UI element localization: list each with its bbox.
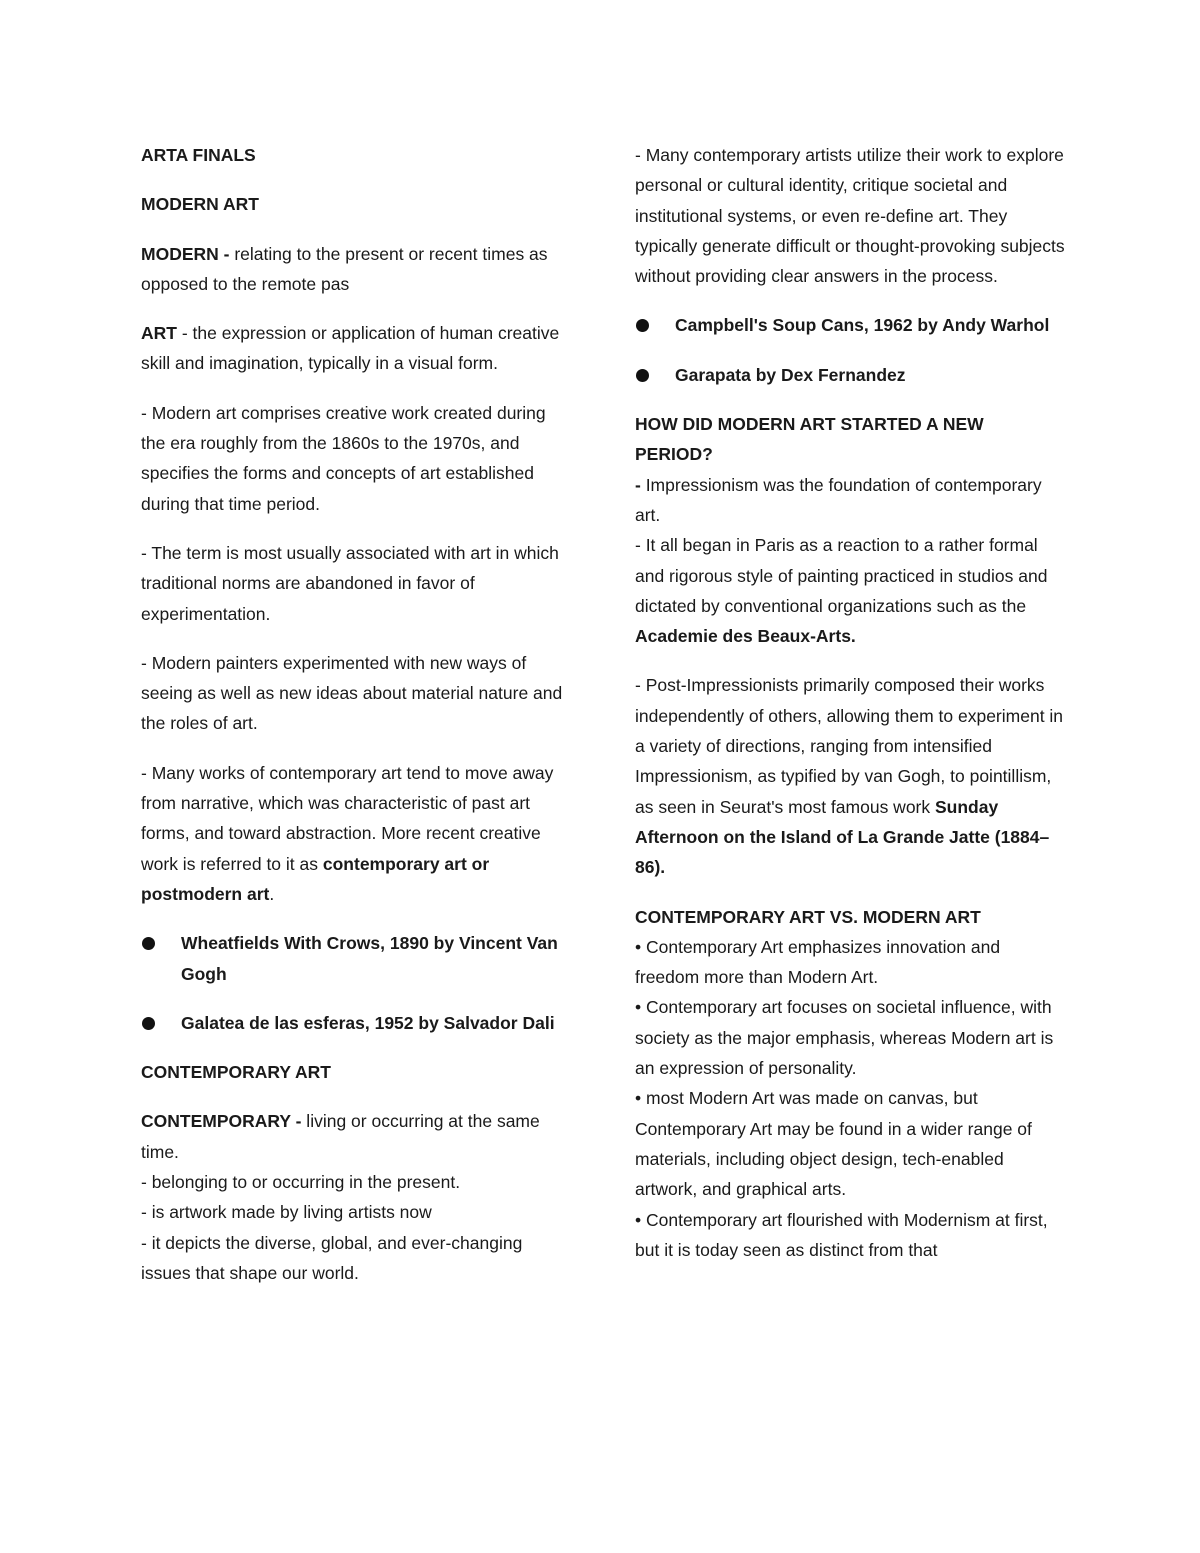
comparison-item: • Contemporary art focuses on societal influence, with society as the major emphasis, whereas Modern art is an expression of personality. (635, 997, 1054, 1079)
comparison-item: • most Modern Art was made on canvas, but Contemporary Art may be found in a wider range of materials, including object design, tech-enabled artwork, and graphical arts. (635, 1088, 1032, 1200)
impressionism-dash: - (635, 474, 641, 495)
paragraph-post-impressionists (635, 670, 1065, 882)
paragraph-narrative-text: - Many works of contemporary art tend to move away from narrative, which was characteristic of past art forms, and toward abstraction. More recent creative work is referred to it as (141, 762, 554, 874)
modern-definition (141, 239, 571, 300)
contemporary-definition (141, 1106, 571, 1167)
paragraph-modern-era: - Modern art comprises creative work created during the era roughly from the 1860s to the 1970s, and specifies the forms and concepts of art established during that time period. (141, 402, 546, 514)
academie-name: Academie des Beaux-Arts. (635, 626, 856, 647)
contemporary-line: - it depicts the diverse, global, and ever-changing issues that shape our world. (141, 1232, 523, 1283)
contemporary-line: - belonging to or occurring in the present. (141, 1172, 461, 1193)
left-column (141, 140, 571, 1288)
contemporary-line: - is artwork made by living artists now (141, 1202, 432, 1223)
art-definition (141, 318, 571, 379)
contemporary-definition-text: living or occurring at the same time. (141, 1111, 540, 1162)
bullet-text: Wheatfields With Crows, 1890 by Vincent Van Gogh (181, 933, 558, 984)
paragraph-modern-painters: - Modern painters experimented with new ways of seeing as well as new ideas about material nature and the roles of art. (141, 652, 563, 734)
bullet-text: Garapata by Dex Fernandez (675, 364, 906, 385)
right-column (635, 140, 1065, 1265)
art-definition-text: - the expression or application of human creative skill and imagination, typically in a visual form. (141, 323, 560, 374)
impressionism-line (635, 470, 1065, 531)
paragraph-post-text: - Post-Impressionists primarily composed their works independently of others, allowing them to experiment in a variety of directions, ranging from intensified Impressionism, as typified by van Gogh, to pointillism, as seen in Seurat's most famous work (635, 675, 1064, 817)
paragraph-paris-text: - It all began in Paris as a reaction to a rather formal and rigorous style of painting practiced in studios and dictated by conventional organizations such as the (635, 535, 1048, 616)
art-term: ART (141, 323, 177, 344)
artwork-bullet-galatea (141, 1008, 571, 1038)
bullet-dot-icon (142, 937, 155, 950)
contemporary-term: CONTEMPORARY - (141, 1111, 302, 1132)
bullet-text: Campbell's Soup Cans, 1962 by Andy Warhol (675, 315, 1050, 336)
artwork-bullet-wheatfields (141, 928, 571, 989)
bullet-dot-icon (636, 319, 649, 332)
bullet-dot-icon (636, 369, 649, 382)
impressionism-text: Impressionism was the foundation of contemporary art. (635, 474, 1042, 525)
bullet-text: Galatea de las esferas, 1952 by Salvador Dali (181, 1012, 555, 1033)
document-title: ARTA FINALS (141, 145, 256, 165)
paragraph-period: . (269, 883, 275, 904)
modern-definition-text: relating to the present or recent times as opposed to the remote pas (141, 243, 548, 294)
section-heading-comparison: CONTEMPORARY ART VS. MODERN ART (635, 906, 981, 927)
section-heading-modern-art: MODERN ART (141, 194, 259, 215)
artwork-bullet-garapata (635, 360, 1065, 390)
bullet-dot-icon (142, 1017, 155, 1030)
modern-term: MODERN - (141, 243, 230, 264)
contemporary-art-term: contemporary art or postmodern art (141, 853, 490, 904)
paragraph-contemporary-artists: - Many contemporary artists utilize their work to explore personal or cultural identity, critique societal and institutional systems, or even re-define art. They typically generate difficult or thought-provoking subjects without providing clear answers in the process. (635, 145, 1065, 287)
comparison-item: • Contemporary Art emphasizes innovation and freedom more than Modern Art. (635, 936, 1001, 988)
sunday-afternoon-title: Sunday Afternoon on the Island of La Grande Jatte (1884–86). (635, 796, 1050, 878)
comparison-item: • Contemporary art flourished with Modernism at first, but it is today seen as distinct from that (635, 1209, 1048, 1260)
section-heading-new-period: HOW DID MODERN ART STARTED A NEW PERIOD? (635, 414, 984, 465)
section-heading-contemporary-art: CONTEMPORARY ART (141, 1062, 331, 1083)
paragraph-paris (635, 530, 1065, 651)
paragraph-traditional-norms: - The term is most usually associated with art in which traditional norms are abandoned in favor of experimentation. (141, 542, 559, 624)
artwork-bullet-campbells (635, 310, 1065, 340)
paragraph-narrative (141, 758, 571, 909)
